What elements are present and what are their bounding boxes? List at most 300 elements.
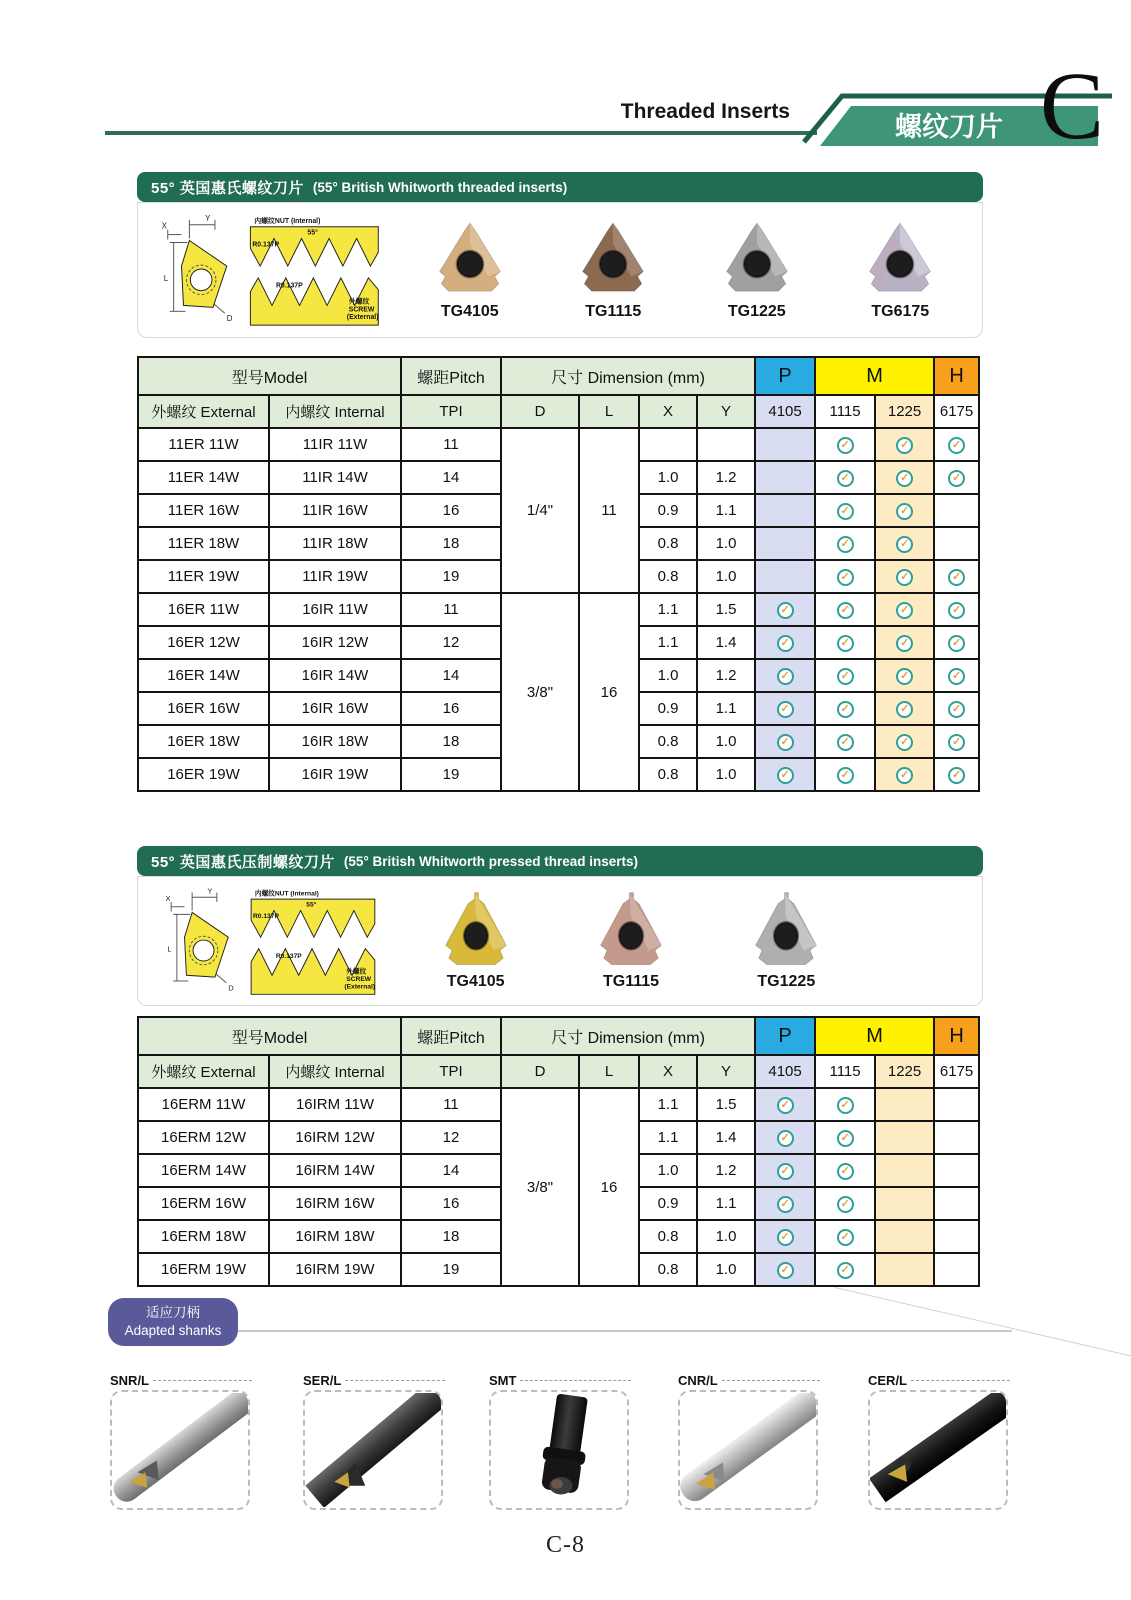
cell-x: 1.1	[639, 593, 697, 626]
cell-grade-4105	[755, 692, 815, 725]
cell-internal-model: 11IR 19W	[269, 560, 401, 593]
insert-photo-tg1115-pressed	[553, 891, 708, 991]
cell-grade-1115	[815, 725, 875, 758]
insert-label: TG4105	[440, 303, 499, 320]
radius-bottom-label: R0.137P	[275, 282, 303, 290]
cell-x: 1.0	[639, 659, 697, 692]
cell-grade-4105	[755, 659, 815, 692]
cell-y: 1.2	[697, 461, 755, 494]
insert-image	[741, 891, 831, 971]
cell-grade-1225	[875, 560, 934, 593]
cell-external-model: 16ERM 14W	[138, 1154, 269, 1187]
table-header-row-2	[138, 395, 979, 428]
thread-profile-diagram	[148, 209, 398, 331]
col-header-model: 型号Model	[138, 357, 401, 395]
cell-tpi: 11	[401, 428, 501, 461]
insert-image	[711, 219, 803, 301]
check-icon: ✓	[837, 1130, 854, 1147]
screw-label-en2: (External)	[344, 983, 376, 991]
check-icon: ✓	[837, 1196, 854, 1213]
check-icon: ✓	[948, 437, 965, 454]
cell-grade-6175	[934, 527, 979, 560]
cell-grade-1115	[815, 758, 875, 791]
check-icon: ✓	[896, 635, 913, 652]
check-icon: ✓	[777, 668, 794, 685]
decorative-diagonal-line	[835, 1287, 1131, 1358]
col-header-pitch: 螺距Pitch	[401, 357, 501, 395]
col-header-grade-h: H	[934, 1017, 979, 1055]
radius-bottom-label: R0.137P	[275, 953, 302, 961]
cell-grade-4105	[755, 1154, 815, 1187]
section1-heading-en: (55° British Whitworth threaded inserts)	[312, 179, 568, 195]
cell-grade-4105	[755, 461, 815, 494]
cell-external-model: 11ER 11W	[138, 428, 269, 461]
insert-image	[567, 219, 659, 301]
dim-x-label: X	[161, 221, 168, 231]
cell-grade-1225	[875, 428, 934, 461]
insert-label: TG6175	[871, 303, 930, 320]
shank-label: SMT	[489, 1372, 631, 1388]
cell-grade-1225	[875, 725, 934, 758]
radius-top-label: R0.137P	[253, 913, 279, 921]
check-icon: ✓	[777, 1097, 794, 1114]
insert-image	[854, 219, 946, 301]
cell-grade-1225	[875, 461, 934, 494]
col-header-grade-p: P	[755, 1017, 815, 1055]
screw-label-en1: SCREW	[348, 306, 375, 314]
cell-tpi: 19	[401, 560, 501, 593]
table-header-row-1	[138, 1017, 979, 1055]
cell-grade-4105	[755, 560, 815, 593]
check-icon: ✓	[837, 734, 854, 751]
cell-y: 1.0	[697, 1253, 755, 1286]
screw-label-en2: (External)	[346, 314, 379, 322]
cell-x: 0.8	[639, 560, 697, 593]
cell-tpi: 14	[401, 659, 501, 692]
cell-grade-4105	[755, 1088, 815, 1121]
cell-y: 1.5	[697, 593, 755, 626]
badge-label-zh: 适应刀柄	[146, 1304, 200, 1320]
cell-grade-4105	[755, 725, 815, 758]
check-icon: ✓	[777, 734, 794, 751]
col-header-tpi: TPI	[401, 395, 501, 428]
cell-length: 16	[579, 593, 639, 791]
section1-heading-zh: 55° 英国惠氏螺纹刀片	[151, 179, 304, 197]
cell-tpi: 16	[401, 494, 501, 527]
table-header-row-2	[138, 1055, 979, 1088]
check-icon: ✓	[777, 1262, 794, 1279]
cell-internal-model: 16IR 12W	[269, 626, 401, 659]
cell-grade-4105	[755, 626, 815, 659]
check-icon: ✓	[837, 767, 854, 784]
chapter-letter: C	[1040, 52, 1105, 159]
cell-internal-model: 16IRM 11W	[269, 1088, 401, 1121]
col-header-grade-m: M	[815, 1017, 934, 1055]
cell-grade-6175	[934, 560, 979, 593]
cell-grade-6175	[934, 1121, 979, 1154]
cell-external-model: 16ERM 18W	[138, 1220, 269, 1253]
cell-x: 0.8	[639, 1220, 697, 1253]
col-header-pitch: 螺距Pitch	[401, 1017, 501, 1055]
check-icon: ✓	[837, 701, 854, 718]
cell-grade-6175	[934, 626, 979, 659]
nut-label: 内螺纹NUT (Internal)	[254, 217, 321, 225]
col-header-1115: 1115	[815, 395, 875, 428]
toolholder-image	[870, 1393, 1006, 1507]
angle-label: 55°	[306, 901, 317, 909]
cell-grade-1115	[815, 1154, 875, 1187]
table-header-row-1	[138, 357, 979, 395]
shank-label: SER/L	[303, 1372, 445, 1388]
cell-grade-1115	[815, 494, 875, 527]
insert-photo-tg6175	[829, 219, 973, 321]
cell-y: 1.0	[697, 758, 755, 791]
cell-grade-1115	[815, 659, 875, 692]
col-header-1225: 1225	[875, 395, 934, 428]
whitworth-inserts-table	[137, 356, 980, 792]
cell-y: 1.1	[697, 494, 755, 527]
cell-grade-1225	[875, 494, 934, 527]
col-header-1225: 1225	[875, 1055, 934, 1088]
check-icon: ✓	[837, 470, 854, 487]
boring-bar-image	[112, 1393, 248, 1507]
check-icon: ✓	[777, 701, 794, 718]
cell-grade-1225	[875, 1220, 934, 1253]
cell-external-model: 16ER 14W	[138, 659, 269, 692]
check-icon: ✓	[837, 536, 854, 553]
col-header-y: Y	[697, 395, 755, 428]
cell-y: 1.4	[697, 626, 755, 659]
cell-y: 1.0	[697, 1220, 755, 1253]
cell-internal-model: 16IR 14W	[269, 659, 401, 692]
cell-x: 1.0	[639, 461, 697, 494]
cell-external-model: 16ER 11W	[138, 593, 269, 626]
check-icon: ✓	[837, 1262, 854, 1279]
cell-external-model: 16ER 19W	[138, 758, 269, 791]
cell-tpi: 19	[401, 758, 501, 791]
check-icon: ✓	[896, 734, 913, 751]
cell-y: 1.0	[697, 725, 755, 758]
cell-grade-1225	[875, 692, 934, 725]
check-icon: ✓	[837, 569, 854, 586]
cell-grade-4105	[755, 1220, 815, 1253]
cell-external-model: 11ER 14W	[138, 461, 269, 494]
col-header-model: 型号Model	[138, 1017, 401, 1055]
check-icon: ✓	[837, 437, 854, 454]
check-icon: ✓	[896, 701, 913, 718]
cell-grade-4105	[755, 428, 815, 461]
insert-photo-tg4105	[398, 219, 542, 321]
section1-heading-bar	[137, 172, 983, 202]
shank-snr-l	[110, 1372, 252, 1510]
cell-length: 16	[579, 1088, 639, 1286]
check-icon: ✓	[777, 1163, 794, 1180]
col-header-x: X	[639, 1055, 697, 1088]
col-header-grade-h: H	[934, 357, 979, 395]
shank-image-box	[110, 1390, 250, 1510]
radius-top-label: R0.137P	[252, 241, 280, 249]
dim-y-label: Y	[207, 886, 213, 896]
table-row	[138, 1088, 979, 1121]
boring-bar-image	[680, 1393, 816, 1507]
check-icon: ✓	[777, 602, 794, 619]
cell-tpi: 11	[401, 1088, 501, 1121]
cell-grade-1115	[815, 527, 875, 560]
col-header-d: D	[501, 395, 579, 428]
dim-d-label: D	[228, 983, 234, 993]
cell-y: 1.5	[697, 1088, 755, 1121]
dim-l-label: L	[163, 273, 169, 283]
cell-diameter: 3/8"	[501, 1088, 579, 1286]
check-icon: ✓	[948, 569, 965, 586]
cell-x: 0.8	[639, 1253, 697, 1286]
check-icon: ✓	[837, 503, 854, 520]
adapted-shanks-badge	[108, 1298, 238, 1346]
cell-grade-1115	[815, 560, 875, 593]
cell-x: 1.1	[639, 626, 697, 659]
cell-x: 0.8	[639, 527, 697, 560]
table-row	[138, 593, 979, 626]
insert-label: TG1115	[602, 973, 660, 990]
shank-label: CNR/L	[678, 1372, 820, 1388]
cell-external-model: 11ER 19W	[138, 560, 269, 593]
milling-tool-image	[491, 1393, 627, 1507]
dim-y-label: Y	[205, 213, 211, 223]
cell-y: 1.2	[697, 659, 755, 692]
check-icon: ✓	[837, 1163, 854, 1180]
check-icon: ✓	[896, 437, 913, 454]
cell-x: 0.8	[639, 758, 697, 791]
cell-x: 0.9	[639, 1187, 697, 1220]
cell-grade-4105	[755, 494, 815, 527]
insert-label: TG1225	[727, 303, 786, 320]
cell-internal-model: 16IRM 18W	[269, 1220, 401, 1253]
cell-grade-1115	[815, 1253, 875, 1286]
col-header-1115: 1115	[815, 1055, 875, 1088]
check-icon: ✓	[837, 1097, 854, 1114]
cell-grade-1115	[815, 1088, 875, 1121]
cell-grade-4105	[755, 527, 815, 560]
check-icon: ✓	[777, 635, 794, 652]
col-header-6175: 6175	[934, 395, 979, 428]
shank-cnr-l	[678, 1372, 820, 1510]
cell-y: 1.4	[697, 1121, 755, 1154]
cell-tpi: 14	[401, 461, 501, 494]
col-header-l: L	[579, 1055, 639, 1088]
col-header-y: Y	[697, 1055, 755, 1088]
insert-label: TG4105	[446, 973, 505, 990]
cell-grade-6175	[934, 1088, 979, 1121]
cell-grade-1115	[815, 1187, 875, 1220]
cell-tpi: 19	[401, 1253, 501, 1286]
check-icon: ✓	[896, 503, 913, 520]
cell-y	[697, 428, 755, 461]
col-header-external: 外螺纹 External	[138, 1055, 269, 1088]
cell-grade-6175	[934, 494, 979, 527]
cell-x: 0.8	[639, 725, 697, 758]
cell-grade-6175	[934, 428, 979, 461]
section2-heading-bar	[137, 846, 983, 876]
cell-grade-1225	[875, 527, 934, 560]
check-icon: ✓	[948, 470, 965, 487]
cell-grade-4105	[755, 1253, 815, 1286]
cell-external-model: 16ERM 16W	[138, 1187, 269, 1220]
check-icon: ✓	[777, 1229, 794, 1246]
cell-grade-6175	[934, 1253, 979, 1286]
cell-grade-4105	[755, 593, 815, 626]
cell-external-model: 16ERM 19W	[138, 1253, 269, 1286]
cell-grade-1225	[875, 758, 934, 791]
cell-tpi: 18	[401, 1220, 501, 1253]
cell-grade-4105	[755, 1187, 815, 1220]
cell-grade-1225	[875, 1088, 934, 1121]
header-rule	[105, 131, 817, 135]
col-header-d: D	[501, 1055, 579, 1088]
cell-tpi: 16	[401, 1187, 501, 1220]
pressed-inserts-table	[137, 1016, 980, 1287]
section1-images-panel	[137, 202, 983, 338]
cell-grade-6175	[934, 593, 979, 626]
cell-grade-6175	[934, 1220, 979, 1253]
check-icon: ✓	[837, 1229, 854, 1246]
insert-photo-tg1225	[685, 219, 829, 321]
check-icon: ✓	[777, 767, 794, 784]
thread-profile-diagram	[148, 882, 398, 1000]
cell-diameter: 1/4"	[501, 428, 579, 593]
cell-external-model: 11ER 18W	[138, 527, 269, 560]
cell-diameter: 3/8"	[501, 593, 579, 791]
check-icon: ✓	[896, 569, 913, 586]
cell-y: 1.2	[697, 1154, 755, 1187]
shank-image-box	[489, 1390, 629, 1510]
cell-grade-4105	[755, 758, 815, 791]
cell-tpi: 14	[401, 1154, 501, 1187]
cell-y: 1.0	[697, 560, 755, 593]
nut-label: 内螺纹NUT (Internal)	[254, 890, 319, 898]
cell-grade-6175	[934, 461, 979, 494]
cell-grade-1225	[875, 1154, 934, 1187]
cell-internal-model: 11IR 11W	[269, 428, 401, 461]
shank-image-box	[678, 1390, 818, 1510]
cell-tpi: 18	[401, 725, 501, 758]
cell-internal-model: 16IRM 12W	[269, 1121, 401, 1154]
col-header-internal: 内螺纹 Internal	[269, 1055, 401, 1088]
check-icon: ✓	[777, 1196, 794, 1213]
cell-grade-1225	[875, 1253, 934, 1286]
check-icon: ✓	[948, 701, 965, 718]
cell-tpi: 12	[401, 1121, 501, 1154]
check-icon: ✓	[948, 734, 965, 751]
cell-internal-model: 16IRM 14W	[269, 1154, 401, 1187]
angle-label: 55°	[307, 229, 318, 237]
dim-x-label: X	[165, 894, 171, 904]
col-header-grade-p: P	[755, 357, 815, 395]
check-icon: ✓	[948, 668, 965, 685]
dim-d-label: D	[226, 314, 233, 324]
screw-label-zh: 外螺纹	[348, 298, 370, 306]
cell-grade-1225	[875, 659, 934, 692]
cell-internal-model: 11IR 14W	[269, 461, 401, 494]
col-header-6175: 6175	[934, 1055, 979, 1088]
section2-heading-zh: 55° 英国惠氏压制螺纹刀片	[151, 853, 335, 871]
cell-external-model: 16ERM 11W	[138, 1088, 269, 1121]
cell-y: 1.1	[697, 1187, 755, 1220]
col-header-internal: 内螺纹 Internal	[269, 395, 401, 428]
cell-x: 0.9	[639, 494, 697, 527]
cell-grade-1225	[875, 626, 934, 659]
insert-label: TG1115	[585, 303, 642, 320]
check-icon: ✓	[896, 668, 913, 685]
cell-grade-6175	[934, 758, 979, 791]
insert-photo-tg1225-pressed	[709, 891, 864, 991]
shank-image-box	[303, 1390, 443, 1510]
page-number: C-8	[546, 1532, 585, 1558]
cell-internal-model: 16IRM 16W	[269, 1187, 401, 1220]
cell-external-model: 11ER 16W	[138, 494, 269, 527]
screw-label-zh: 外螺纹	[346, 968, 367, 976]
cell-grade-1115	[815, 461, 875, 494]
shank-ser-l	[303, 1372, 445, 1510]
check-icon: ✓	[896, 470, 913, 487]
cell-grade-1225	[875, 1187, 934, 1220]
cell-grade-1225	[875, 593, 934, 626]
col-header-tpi: TPI	[401, 1055, 501, 1088]
cell-tpi: 16	[401, 692, 501, 725]
shank-label: SNR/L	[110, 1372, 252, 1388]
check-icon: ✓	[948, 767, 965, 784]
cell-y: 1.0	[697, 527, 755, 560]
check-icon: ✓	[948, 635, 965, 652]
col-header-external: 外螺纹 External	[138, 395, 269, 428]
col-header-l: L	[579, 395, 639, 428]
cell-x: 0.9	[639, 692, 697, 725]
insert-image	[424, 219, 516, 301]
col-header-4105: 4105	[755, 395, 815, 428]
check-icon: ✓	[837, 602, 854, 619]
check-icon: ✓	[837, 635, 854, 652]
cell-grade-1115	[815, 1220, 875, 1253]
badge-label-en: Adapted shanks	[124, 1323, 222, 1338]
screw-label-en1: SCREW	[346, 975, 372, 983]
cell-external-model: 16ERM 12W	[138, 1121, 269, 1154]
cell-grade-1115	[815, 626, 875, 659]
cell-grade-6175	[934, 692, 979, 725]
cell-grade-1115	[815, 1121, 875, 1154]
cell-internal-model: 16IRM 19W	[269, 1253, 401, 1286]
insert-photo-tg4105-pressed	[398, 891, 553, 991]
cell-grade-6175	[934, 1154, 979, 1187]
cell-grade-1115	[815, 428, 875, 461]
col-header-dimension: 尺寸 Dimension (mm)	[501, 1017, 755, 1055]
check-icon: ✓	[896, 536, 913, 553]
col-header-dimension: 尺寸 Dimension (mm)	[501, 357, 755, 395]
cell-internal-model: 11IR 16W	[269, 494, 401, 527]
insert-image	[431, 891, 521, 971]
toolholder-image	[305, 1393, 441, 1507]
insert-label: TG1225	[757, 973, 816, 990]
shank-smt	[489, 1372, 631, 1510]
col-header-4105: 4105	[755, 1055, 815, 1088]
check-icon: ✓	[948, 602, 965, 619]
cell-grade-4105	[755, 1121, 815, 1154]
section2-heading-en: (55° British Whitworth pressed thread inserts)	[343, 853, 639, 869]
insert-image	[586, 891, 676, 971]
cell-tpi: 12	[401, 626, 501, 659]
cell-x	[639, 428, 697, 461]
check-icon: ✓	[837, 668, 854, 685]
cell-external-model: 16ER 16W	[138, 692, 269, 725]
cell-y: 1.1	[697, 692, 755, 725]
